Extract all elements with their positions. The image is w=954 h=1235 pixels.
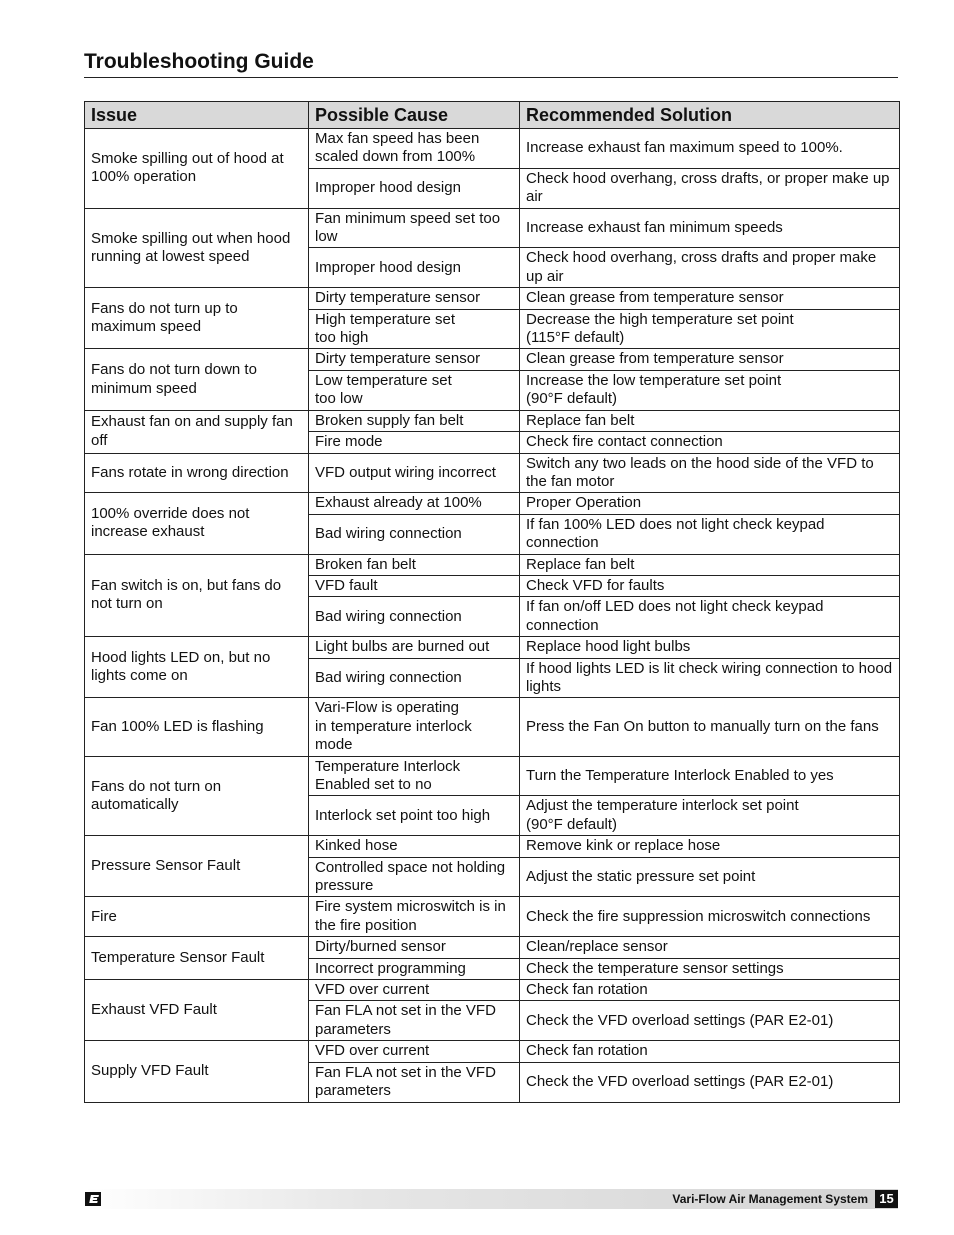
cause-cell: Bad wiring connection [309,514,520,554]
cause-cell: Max fan speed has been scaled down from 100% [309,129,520,169]
table-row [85,410,900,431]
table-row [85,756,900,796]
table-row [85,897,900,937]
cause-cell: VFD output wiring incorrect [309,453,520,493]
issue-cell: Supply VFD Fault [85,1041,309,1102]
table-row [85,937,900,958]
troubleshooting-table [84,101,900,1103]
footer-product-name: Vari-Flow Air Management System [672,1192,868,1206]
cause-cell: Incorrect programming [309,958,520,979]
solution-cell: Remove kink or replace hose [520,836,900,857]
table-row [85,1041,900,1062]
cause-cell: VFD over current [309,980,520,1001]
solution-cell: Turn the Temperature Interlock Enabled to yes [520,756,900,796]
solution-cell: Replace fan belt [520,410,900,431]
issue-cell: Fans do not turn on automatically [85,756,309,836]
table-header-row [85,102,900,129]
issue-cell: 100% override does not increase exhaust [85,493,309,554]
cause-cell: Broken supply fan belt [309,410,520,431]
solution-cell: Check the fire suppression microswitch connections [520,897,900,937]
issue-cell: Fans rotate in wrong direction [85,453,309,493]
solution-cell: Adjust the static pressure set point [520,857,900,897]
table-row [85,208,900,248]
solution-cell: Press the Fan On button to manually turn on the fans [520,698,900,756]
issue-cell: Smoke spilling out of hood at 100% operation [85,129,309,209]
issue-cell: Fan switch is on, but fans do not turn on [85,554,309,637]
page-title: Troubleshooting Guide [84,50,314,73]
issue-cell: Fan 100% LED is flashing [85,698,309,756]
solution-cell: If hood lights LED is lit check wiring connection to hood lights [520,658,900,698]
table-row [85,288,900,309]
solution-cell: Check fan rotation [520,1041,900,1062]
title-divider [84,77,898,78]
cause-cell: Exhaust already at 100% [309,493,520,514]
solution-cell: Replace fan belt [520,554,900,575]
solution-cell: Increase exhaust fan minimum speeds [520,208,900,248]
solution-cell: Clean grease from temperature sensor [520,349,900,370]
cause-cell: VFD fault [309,575,520,596]
cause-cell: Improper hood design [309,168,520,208]
issue-cell: Fans do not turn up to maximum speed [85,288,309,349]
cause-cell: Dirty temperature sensor [309,288,520,309]
cause-cell: Temperature Interlock Enabled set to no [309,756,520,796]
solution-cell: Increase the low temperature set point (90°F default) [520,370,900,410]
cause-cell: Controlled space not holding pressure [309,857,520,897]
cause-cell: Fire mode [309,432,520,453]
cause-cell: Fan FLA not set in the VFD parameters [309,1062,520,1102]
cause-cell: High temperature set too high [309,309,520,349]
cause-cell: Improper hood design [309,248,520,288]
cause-cell: Fan minimum speed set too low [309,208,520,248]
solution-cell: Increase exhaust fan maximum speed to 100%. [520,129,900,169]
solution-cell: Decrease the high temperature set point (115°F default) [520,309,900,349]
solution-cell: Clean grease from temperature sensor [520,288,900,309]
table-row [85,349,900,370]
cause-cell: Broken fan belt [309,554,520,575]
solution-cell: If fan on/off LED does not light check keypad connection [520,597,900,637]
table-row [85,980,900,1001]
table-row [85,836,900,857]
solution-cell: Check fan rotation [520,980,900,1001]
table-row [85,554,900,575]
table-row [85,493,900,514]
solution-cell: Check the VFD overload settings (PAR E2-01) [520,1062,900,1102]
column-header-possible-cause: Possible Cause [309,102,520,129]
cause-cell: Kinked hose [309,836,520,857]
page-number: 15 [875,1190,898,1208]
cause-cell: Low temperature set too low [309,370,520,410]
cause-cell: Fan FLA not set in the VFD parameters [309,1001,520,1041]
cause-cell: Dirty/burned sensor [309,937,520,958]
cause-cell: Vari-Flow is operating in temperature interlock mode [309,698,520,756]
solution-cell: Check VFD for faults [520,575,900,596]
greenheck-logo-icon [84,1190,102,1208]
table-row [85,453,900,493]
column-header-recommended-solution: Recommended Solution [520,102,900,129]
solution-cell: Proper Operation [520,493,900,514]
solution-cell: Adjust the temperature interlock set point (90°F default) [520,796,900,836]
issue-cell: Exhaust VFD Fault [85,980,309,1041]
table-row [85,129,900,169]
issue-cell: Fans do not turn down to minimum speed [85,349,309,410]
solution-cell: Replace hood light bulbs [520,637,900,658]
issue-cell: Smoke spilling out when hood running at lowest speed [85,208,309,288]
solution-cell: If fan 100% LED does not light check keypad connection [520,514,900,554]
cause-cell: Fire system microswitch is in the fire position [309,897,520,937]
cause-cell: Bad wiring connection [309,597,520,637]
cause-cell: Dirty temperature sensor [309,349,520,370]
issue-cell: Temperature Sensor Fault [85,937,309,980]
issue-cell: Exhaust fan on and supply fan off [85,410,309,453]
solution-cell: Check the VFD overload settings (PAR E2-01) [520,1001,900,1041]
cause-cell: VFD over current [309,1041,520,1062]
solution-cell: Switch any two leads on the hood side of the VFD to the fan motor [520,453,900,493]
solution-cell: Check hood overhang, cross drafts, or proper make up air [520,168,900,208]
issue-cell: Hood lights LED on, but no lights come on [85,637,309,698]
table-row [85,698,900,756]
column-header-issue: Issue [85,102,309,129]
cause-cell: Bad wiring connection [309,658,520,698]
solution-cell: Check fire contact connection [520,432,900,453]
table-row [85,637,900,658]
issue-cell: Pressure Sensor Fault [85,836,309,897]
cause-cell: Light bulbs are burned out [309,637,520,658]
solution-cell: Check hood overhang, cross drafts and proper make up air [520,248,900,288]
cause-cell: Interlock set point too high [309,796,520,836]
solution-cell: Check the temperature sensor settings [520,958,900,979]
solution-cell: Clean/replace sensor [520,937,900,958]
issue-cell: Fire [85,897,309,937]
